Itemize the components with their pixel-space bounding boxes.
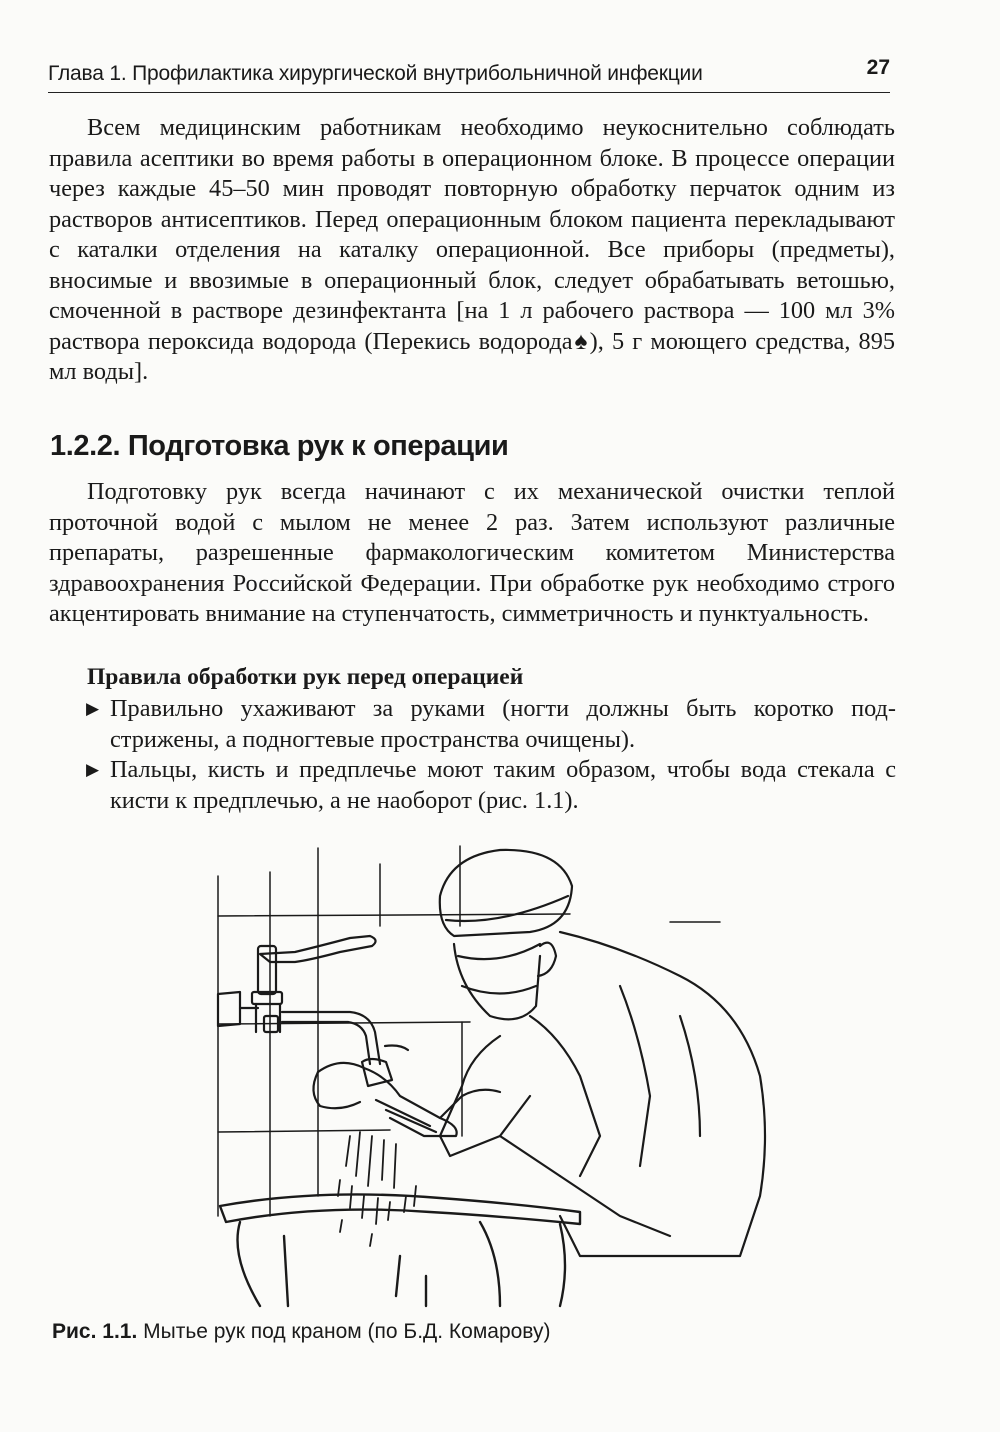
wall-tiles (218, 846, 720, 1216)
caption-text: Мытье рук под краном (по Б.Д. Комарову) (137, 1320, 551, 1343)
section-paragraph: Подготовку рук всегда начинают с их механической очистки теплой проточной водой с мылом не менее 2 раз. Затем используют различные препараты, разрешенные фармакологическим комитетом Министерства здравоохранения Российской Федерации. При обработке рук необходимо строго акцентировать внимание на ступенчатость, симметричность и пунктуальность. (49, 478, 895, 627)
rule-text: Пальцы, кисть и предплечье моют таким образом, чтобы вода стекала с кисти к предплечью, а не наоборот (рис. 1.1). (110, 756, 896, 814)
hands (313, 1063, 500, 1136)
intro-paragraph: Всем медицинским работникам необходимо неукоснительно соблюдать правила асептики во время работы в операционном блоке. В процессе операции через каждые 45–50 мин проводят повторную обработку перчаток одним из растворов антисептиков. Перед операционным блоком пациента перекладывают с каталки отделения на каталку операционной. Все приборы (предметы), вносимые и ввозимые в операционный блок, следует обрабатывать ветошью, смоченной в растворе дезинфектанта [на 1 л рабочего раствора — 100 мл 3% раствора пероксида водорода (Перекись водорода♠), 5 г моющего средства, 895 мл воды]. (49, 114, 895, 385)
sink (220, 1194, 580, 1306)
caption-label: Рис. 1.1. (52, 1320, 138, 1343)
faucet (218, 936, 408, 1086)
list-item (84, 755, 896, 816)
surgeon-body (440, 932, 765, 1256)
section-heading: 1.2.2. Подготовка рук к операции (50, 430, 509, 462)
section-text-block (49, 477, 895, 630)
figure-illustration (200, 836, 800, 1310)
surgeon-handwashing-illustration (200, 836, 800, 1310)
rules-list (84, 694, 896, 816)
rule-text: Правильно ухаживают за руками (ногти должны быть коротко подстрижены, а подногтевые пространства очищены). (110, 695, 896, 753)
figure-caption (52, 1320, 551, 1344)
intro-text-block (49, 113, 895, 388)
list-item (84, 694, 896, 755)
water-stream (338, 1132, 416, 1246)
triangle-right-icon: ▶ (86, 760, 100, 779)
triangle-right-icon: ▶ (86, 699, 100, 718)
running-header (48, 52, 890, 93)
chapter-title: Глава 1. Профилактика хирургической внутрибольничной инфекции (48, 62, 703, 85)
page-number: 27 (866, 56, 890, 79)
rules-heading: Правила обработки рук перед операцией (87, 664, 524, 690)
